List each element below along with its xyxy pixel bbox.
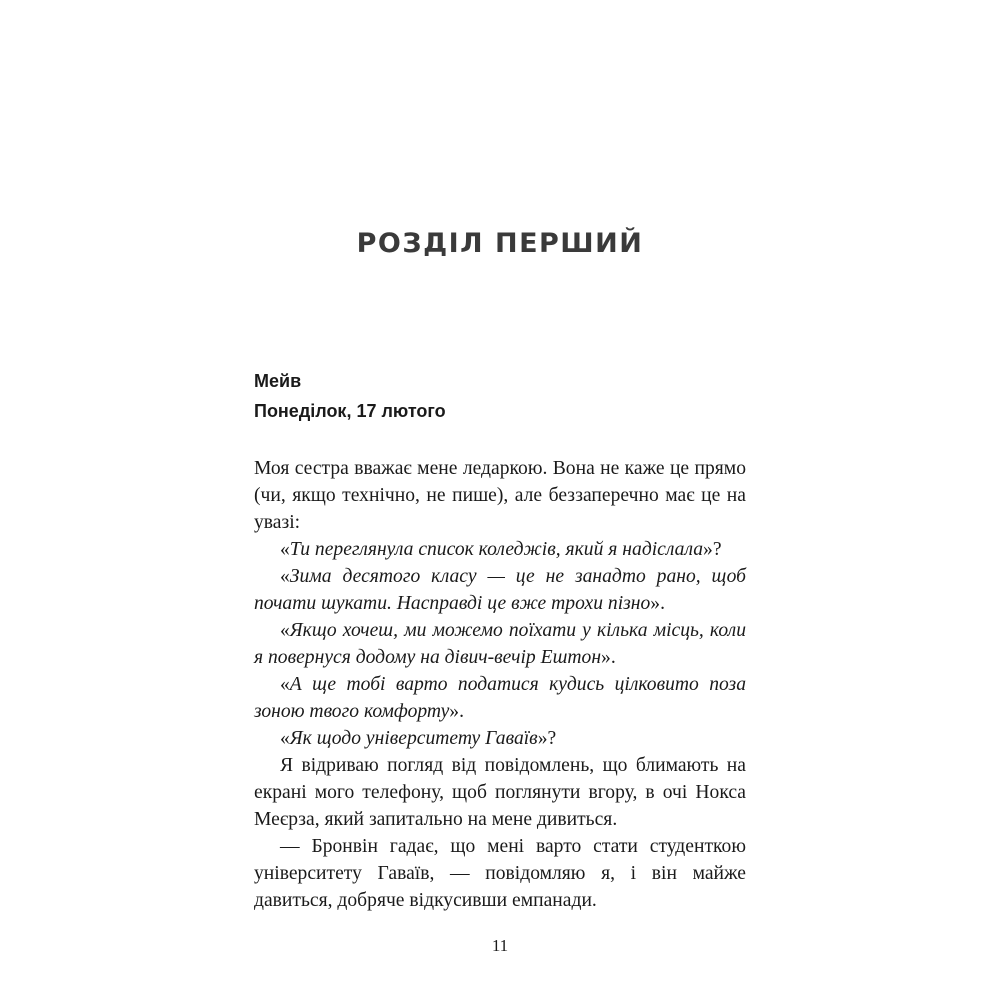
quote-open: «: [280, 566, 290, 587]
quote-line: [254, 536, 746, 563]
page-number: 11: [491, 936, 509, 955]
paragraph: Я відриваю погляд від повідомлень, що блимають на екрані мого телефону, щоб поглянути вгору, в очі Нокса Меєрза, який запитально на мене дивиться.: [254, 755, 746, 830]
body-text: [254, 455, 746, 914]
quote-text: Як щодо університету Гаваїв: [289, 728, 538, 749]
chapter-date: Понеділок, 17 лютого: [254, 401, 446, 421]
quote-line: [254, 617, 746, 671]
quote-line: [254, 563, 746, 617]
quote-open: «: [280, 674, 290, 695]
chapter-title: РОЗДІЛ ПЕРШИЙ: [356, 228, 644, 259]
dialogue-paragraph: — Бронвін гадає, що мені варто стати студенткою університету Гаваїв, — повідомляю я, і він майже давиться, добряче відкусивши емпанади.: [254, 836, 746, 911]
chapter-meta: [254, 366, 446, 426]
quote-close: ».: [650, 593, 665, 614]
quote-text: Зима десятого класу — це не занадто рано, щоб почати шукати. Насправді це вже трохи пізно: [254, 566, 746, 614]
quote-text: А ще тобі варто податися кудись цілковито поза зоною твого комфорту: [254, 674, 746, 722]
quote-line: [254, 725, 746, 752]
quote-close: »?: [537, 728, 557, 749]
quote-close: »?: [703, 539, 722, 560]
quote-text: Ти переглянула список коледжів, який я надіслала: [289, 539, 704, 560]
quote-open: «: [280, 728, 290, 749]
quote-open: «: [280, 539, 290, 560]
quote-line: [254, 671, 746, 725]
quote-text: Якщо хочеш, ми можемо поїхати у кілька місць, коли я повернуся додому на дівич-вечір Ештон: [254, 620, 746, 668]
narrator-name: Мейв: [254, 371, 302, 391]
quote-close: ».: [601, 647, 616, 668]
paragraph: Моя сестра вважає мене ледаркою. Вона не каже це прямо (чи, якщо технічно, не пише), але беззаперечно має це на увазі:: [254, 458, 746, 533]
quote-close: ».: [449, 701, 464, 722]
quote-open: «: [280, 620, 290, 641]
